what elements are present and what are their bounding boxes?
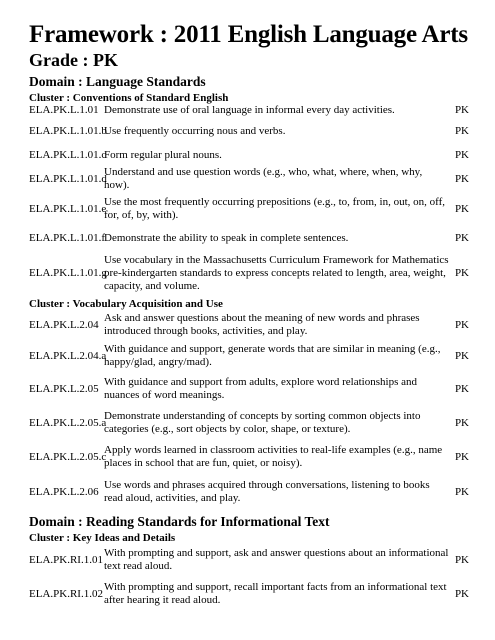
standard-description: Form regular plural nouns.: [104, 148, 222, 161]
standard-grade: PK: [454, 451, 469, 463]
standard-grade: PK: [454, 232, 469, 244]
domain-heading: Domain : Language Standards: [29, 74, 206, 89]
standard-row: [29, 99, 469, 121]
standard-description: Use vocabulary in the Massachusetts Curriculum Framework for Mathematics pre-kindergarten standards to express concepts related to length, area, weight, capacity, and volume.: [104, 253, 449, 292]
standard-grade: PK: [454, 554, 469, 566]
standard-row: [29, 545, 469, 575]
standard-grade: PK: [454, 104, 469, 116]
standard-code: ELA.PK.L.1.01.g: [29, 267, 107, 279]
standard-grade: PK: [454, 350, 469, 362]
standard-grade: PK: [454, 149, 469, 161]
standard-grade: PK: [454, 588, 469, 600]
standard-grade: PK: [454, 486, 469, 498]
standard-row: [29, 374, 469, 404]
standard-description: Demonstrate use of oral language in informal every day activities.: [104, 103, 395, 116]
standard-grade: PK: [454, 383, 469, 395]
standard-row: [29, 193, 469, 225]
standard-code: ELA.PK.L.2.04.a: [29, 350, 107, 362]
standard-grade: PK: [454, 319, 469, 331]
cluster-heading: Cluster : Conventions of Standard English: [29, 92, 229, 104]
cluster-heading: Cluster : Key Ideas and Details: [29, 532, 176, 544]
standard-code: ELA.PK.L.2.06: [29, 486, 99, 498]
standard-description: With guidance and support from adults, explore word relationships and nuances of word meanings.: [104, 376, 417, 401]
standard-grade: PK: [454, 417, 469, 429]
standard-row: [29, 227, 469, 249]
standard-row: [29, 408, 469, 438]
standard-description: Ask and answer questions about the meaning of new words and phrases introduced through books, activities, and play.: [104, 312, 420, 337]
standard-code: ELA.PK.L.2.05: [29, 383, 99, 395]
standard-code: ELA.PK.L.1.01.e: [29, 203, 107, 215]
standard-description: Use words and phrases acquired through conversations, listening to books read aloud, activities, and play.: [104, 479, 430, 504]
standard-code: ELA.PK.L.1.01: [29, 104, 99, 116]
standard-description: Demonstrate understanding of concepts by sorting common objects into categories (e.g., sort objects by color, shape, or texture).: [104, 410, 421, 435]
standard-code: ELA.PK.L.1.01.f: [29, 232, 106, 244]
standard-description: Apply words learned in classroom activities to real-life examples (e.g., name places in school that are fun, quiet, or noisy).: [104, 444, 443, 469]
standard-row: [29, 168, 469, 190]
standard-row: [29, 120, 469, 142]
standard-row: [29, 144, 469, 166]
standard-row: [29, 579, 469, 609]
standard-description: With prompting and support, recall important facts from an informational text after hearing it read aloud.: [104, 581, 447, 606]
standard-code: ELA.PK.RI.1.01: [29, 554, 103, 566]
standard-code: ELA.PK.L.1.01.d: [29, 173, 107, 185]
standard-code: ELA.PK.L.1.01.b: [29, 125, 107, 137]
standard-code: ELA.PK.RI.1.02: [29, 588, 103, 600]
standard-description: Understand and use question words (e.g., who, what, where, when, why, how).: [104, 166, 423, 191]
standard-description: With guidance and support, generate words that are similar in meaning (e.g., happy/glad, angry/mad).: [104, 343, 441, 368]
domain-heading: Domain : Reading Standards for Informational Text: [29, 514, 330, 529]
standard-row: [29, 476, 469, 508]
standard-code: ELA.PK.L.2.05.c: [29, 451, 107, 463]
standard-grade: PK: [454, 267, 469, 279]
standard-row: [29, 252, 469, 294]
page-title: Framework : 2011 English Language Arts: [29, 21, 468, 48]
standard-grade: PK: [454, 125, 469, 137]
standard-code: ELA.PK.L.1.01.c: [29, 149, 107, 161]
standard-code: ELA.PK.L.2.05.a: [29, 417, 107, 429]
standard-row: [29, 341, 469, 371]
standard-row: [29, 442, 469, 472]
cluster-heading: Cluster : Vocabulary Acquisition and Use: [29, 298, 223, 310]
standard-description: Use frequently occurring nous and verbs.: [104, 124, 286, 137]
standard-code: ELA.PK.L.2.04: [29, 319, 99, 331]
standard-row: [29, 310, 469, 340]
standard-description: With prompting and support, ask and answer questions about an informational text read aloud.: [104, 547, 449, 572]
standard-grade: PK: [454, 173, 469, 185]
standard-description: Demonstrate the ability to speak in complete sentences.: [104, 231, 349, 244]
grade-heading: Grade : PK: [29, 50, 118, 70]
standard-description: Use the most frequently occurring prepositions (e.g., to, from, in, out, on, off, for, of, by, with).: [104, 196, 446, 221]
standard-grade: PK: [454, 203, 469, 215]
